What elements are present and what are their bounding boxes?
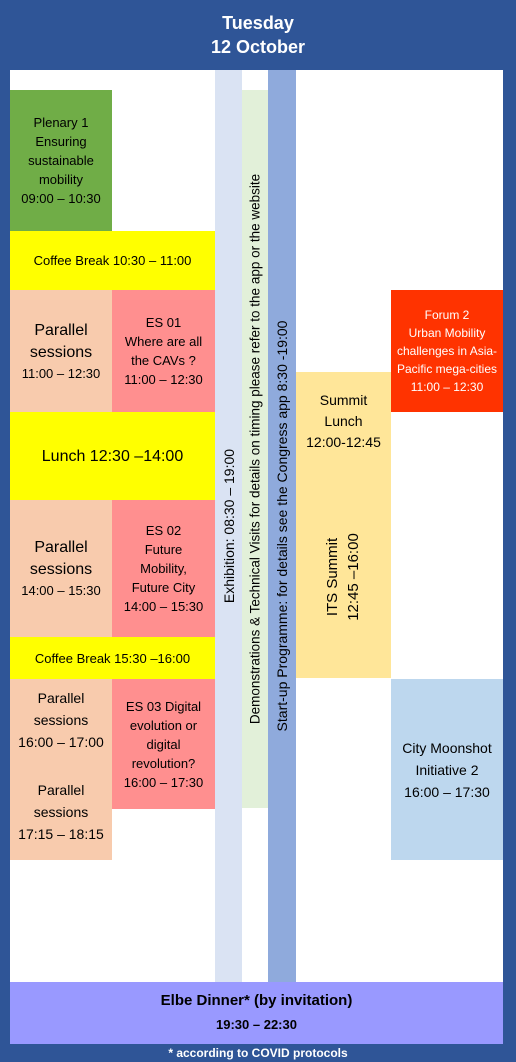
elbe-dinner-block[interactable] (10, 982, 503, 1044)
city-moonshot-block[interactable] (391, 679, 503, 860)
date-title: 12 October (210, 37, 306, 57)
dinner-title: Elbe Dinner* (by invitation) (160, 992, 353, 1009)
parallel-label: Parallel (37, 782, 85, 798)
summit-lunch-label: Lunch (324, 413, 363, 429)
parallel-label: sessions (29, 343, 93, 361)
parallel-time: 16:00 – 17:00 (18, 734, 104, 750)
moonshot-time: 16:00 – 17:30 (404, 783, 490, 800)
forum-time: 11:00 – 12:30 (410, 380, 484, 394)
its-summit-block[interactable] (296, 372, 391, 678)
forum-title: Forum 2 (424, 308, 470, 322)
forum-subtitle-line: Pacific mega-cities (396, 362, 498, 376)
es-time: 11:00 – 12:30 (124, 372, 203, 387)
plenary-subtitle-line: Ensuring (35, 134, 87, 149)
es-title: ES 02 (145, 523, 182, 538)
its-summit-label (322, 533, 364, 621)
parallel-time: 17:15 – 18:15 (18, 826, 104, 842)
plenary-subtitle-line: sustainable (28, 153, 94, 168)
its-summit-time: 12:45 –16:00 (345, 533, 362, 621)
parallel-label: sessions (29, 561, 93, 578)
parallel-label: Parallel (34, 539, 88, 556)
es-subtitle-line: Future (144, 542, 183, 557)
exhibition-band[interactable] (215, 70, 242, 982)
summit-lunch-label: Summit (319, 392, 368, 408)
coffee-break-1 (10, 231, 215, 290)
parallel-label: Parallel (37, 690, 85, 706)
parallel-sessions-3[interactable] (10, 687, 112, 753)
es-subtitle-line: Where are all (124, 334, 203, 349)
parallel-time: 11:00 – 12:30 (21, 365, 101, 381)
demonstrations-band[interactable] (242, 90, 268, 808)
plenary-subtitle-line: mobility (38, 172, 84, 187)
plenary-1-block[interactable] (10, 90, 112, 231)
startup-programme-band[interactable] (268, 70, 296, 982)
covid-footnote: * according to COVID protocols (168, 1046, 348, 1060)
es-03-block[interactable] (112, 679, 215, 809)
es-subtitle-line: revolution? (131, 755, 196, 771)
plenary-title: Plenary 1 (33, 115, 89, 130)
moonshot-title: Initiative 2 (415, 761, 479, 778)
parallel-label: sessions (33, 804, 89, 820)
day-title: Tuesday (222, 13, 294, 33)
day-header (0, 0, 516, 70)
es-title: ES 01 (145, 315, 182, 330)
es-subtitle-line: evolution or (129, 717, 198, 733)
dinner-time: 19:30 – 22:30 (216, 1017, 297, 1032)
parallel-sessions-3-4[interactable] (10, 679, 112, 860)
its-summit-title: ITS Summit (324, 537, 341, 617)
es-time: 16:00 – 17:30 (123, 774, 204, 790)
parallel-sessions-1[interactable] (10, 290, 112, 412)
es-time: 14:00 – 15:30 (123, 599, 204, 614)
forum-subtitle-line: Urban Mobility (408, 326, 486, 340)
plenary-time: 09:00 – 10:30 (21, 191, 101, 206)
es-subtitle-line: the CAVs ? (131, 353, 196, 368)
coffee-break-2 (10, 637, 215, 679)
es-subtitle-line: Mobility, (140, 561, 187, 576)
moonshot-title: City Moonshot (402, 739, 492, 756)
parallel-label: sessions (33, 712, 89, 728)
lunch-block (10, 412, 215, 500)
es-02-block[interactable] (112, 500, 215, 637)
parallel-sessions-2[interactable] (10, 500, 112, 637)
es-subtitle-line: digital (146, 736, 181, 752)
coffee-break-label: Coffee Break 10:30 – 11:00 (33, 253, 192, 268)
es-title: ES 03 Digital (125, 698, 202, 714)
es-01-block[interactable] (112, 290, 215, 412)
lunch-label: Lunch 12:30 –14:00 (41, 447, 184, 465)
coffee-break-label: Coffee Break 15:30 –16:00 (34, 650, 191, 666)
summit-lunch (296, 390, 391, 453)
parallel-label: Parallel (34, 321, 88, 339)
forum-subtitle-line: challenges in Asia- (396, 344, 498, 358)
forum-2-block[interactable] (391, 290, 503, 412)
demonstrations-label: Demonstrations & Technical Visits for details on timing please refer to the app or the website (247, 173, 263, 725)
es-subtitle-line: Future City (131, 580, 196, 595)
exhibition-label: Exhibition: 08:30 – 19:00 (220, 448, 237, 604)
startup-programme-label: Start-up Programme: for details see the Congress app 8:30 -19:00 (274, 320, 290, 732)
parallel-time: 14:00 – 15:30 (21, 583, 101, 598)
parallel-sessions-4[interactable] (10, 779, 112, 845)
summit-lunch-time: 12:00-12:45 (306, 434, 381, 450)
